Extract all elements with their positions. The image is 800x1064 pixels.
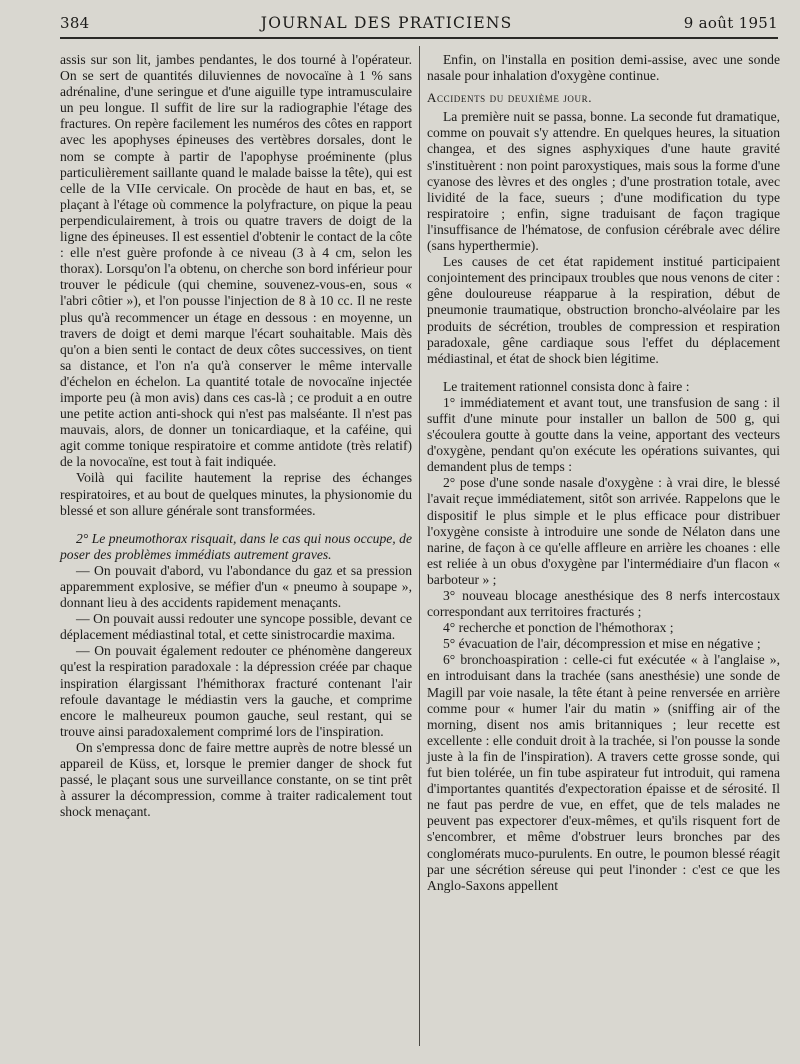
issue-date: 9 août 1951	[683, 14, 778, 32]
paragraph: Voilà qui facilite hautement la reprise des échanges respiratoires, et au bout de quelques minutes, la physionomie du blessé et son allure générale sont transformées.	[60, 470, 412, 518]
paragraph: — On pouvait d'abord, vu l'abondance du gaz et sa pression apparemment explosive, se méfier d'un « pneumo à soupape », donnant lieu à des accidents rapidement menaçants.	[60, 562, 412, 611]
paragraph: — On pouvait également redouter ce phénomène dangereux qu'est la respiration paradoxale : la dépression créée par chaque inspiration élargissant l'hémithorax fracturé contenant l'air refoule davantage le médiastin vers la gauche, et comprime encore le malheureux poumon gauche, seul restant, qui se trouve ainsi paradoxalement comprimé lors de l'inspiration.	[60, 643, 412, 739]
journal-title: JOURNAL DES PRATICIENS	[260, 14, 513, 32]
list-item: 4° recherche et ponction de l'hémothorax ;	[443, 620, 674, 636]
list-item: 3° nouveau blocage anesthésique des 8 nerfs intercostaux correspondant aux territoires fracturés ;	[427, 588, 780, 620]
paragraph: Enfin, on l'installa en position demi-assise, avec une sonde nasale pour inhalation d'oxygène continue.	[427, 52, 780, 84]
paragraph: Le traitement rationnel consista donc à faire :	[443, 378, 690, 394]
paragraph: assis sur son lit, jambes pendantes, le dos tourné à l'opérateur. On se sert de quantités diluviennes de novocaïne à 1 % sans adrénaline, d'une seringue et d'une aiguille type intramusculaire un peu longue. Il suffit de lire sur la radiographie l'étage des fractures. On repère facilement les numéros des côtes en rapport avec les apophyses épineuses des vertèbres dorsales, dont le nom se compte à partir de l'apophyse proéminente (plus particulièrement saillante quand le malade baisse la tête), qui est celle de la VIIe cervicale. On procède de haut en bas, et, se plaçant à l'étage où commence la polyfracture, on pique la peau perpendiculairement, à trois ou quatre travers de doigt de la ligne des épineuses. Il est essentiel d'obtenir le contact de la côte : elle n'est guère profonde à ce niveau (3 à 4 cm, selon les thorax). Lorsqu'on l'a obtenu, on cherche son bord inférieur pour trouver le pédicule (qui chemine, souvenez-vous-en, sous « l'abri côtier »), et l'on pousse l'injection de 8 à 10 cc. Il ne reste plus qu'à recommencer un étage en dessous : en moyenne, un travers de doigt et demi marque l'écart souhaitable. Mais dès qu'on a bien senti le contact de deux côtes successives, on tient sa distance, et l'on n'a qu'à conserver le même intervalle d'échelon en échelon. La quantité totale de novocaïne injectée importe peu (à mon avis) dans ces cas-là ; ce produit a en outre une petite action anti-shock qui n'est pas malséante. Il n'est pas mauvais, alors, de donner un tonicardiaque, et la caféine, qui agit comme tonique respiratoire et comme antidote (très relatif) de la novocaïne, est tout à fait indiquée.	[60, 52, 412, 470]
list-item: 6° bronchoaspiration : celle-ci fut exécutée « à l'anglaise », en introduisant dans la trachée (sans anesthésie) une sonde de Magill par voie nasale, la tête étant à peine renversée en arrière comme pour « humer l'air du matin » (sniffing air of the morning, disent nos amis britanniques ; leur recette est excellente : elle conduit droit à la trachée, si l'on pousse la sonde juste à la fin de l'inspiration). A travers cette grosse sonde, qui fut bien tolérée, un fin tube aspirateur fut introduit, qui ramena d'importantes quantités d'expectoration épaisse et de sérosité. Il ne faut pas perdre de vue, en effet, que de tels malades ne peuvent pas expectorer d'eux-mêmes, et qu'ils risquent fort de s'encombrer, et même d'obstruer leurs bronches par des conglomérats muco-purulents. En outre, le poumon blessé réagit par une sécrétion séreuse qui peut l'inonder : c'est ce que les Anglo-Saxons appellent	[427, 652, 780, 893]
paragraph: — On pouvait aussi redouter une syncope possible, devant ce déplacement médiastinal total, et cette sinistrocardie maxima.	[60, 611, 412, 643]
page-number: 384	[60, 14, 90, 32]
paragraph: 2° Le pneumothorax risquait, dans le cas qui nous occupe, de poser des problèmes immédiats autrement graves.	[60, 530, 412, 562]
list-item: 1° immédiatement et avant tout, une transfusion de sang : il suffit d'une minute pour installer un ballon de 500 g, qui s'écoulera goutte à goutte dans la veine, apportant des vecteurs d'oxygène, pendant qu'on exécute les opérations suivantes, qui demandent plus de temps :	[427, 394, 780, 475]
header-rule	[60, 37, 778, 39]
paragraph: On s'empressa donc de faire mettre auprès de notre blessé un appareil de Küss, et, lorsque le premier danger de shock fut passé, le plaçant sous une surveillance constante, on se tint prêt à assurer la décompression, comme à traiter radicalement tout shock menaçant.	[60, 739, 412, 820]
column-divider	[419, 46, 420, 1046]
section-heading: Accidents du deuxième jour.	[427, 90, 593, 106]
right-column	[427, 52, 780, 894]
paragraph: Les causes de cet état rapidement institué participaient conjointement des principaux troubles que nous venons de citer : gêne douloureuse réapparue à la respiration, début de pneumonie traumatique, obstruction broncho-alvéolaire par les produits de sécrétion, troubles de compression et respiration paradoxale, gêne cardiaque sous l'effet du déplacement médiastinal, et état de shock bien légitime.	[427, 254, 780, 366]
running-header	[60, 14, 778, 36]
paragraph: La première nuit se passa, bonne. La seconde fut dramatique, comme on pouvait s'y attendre. En quelques heures, la situation changea, et des signes asphyxiques d'une haute gravité s'instituèrent : non point paroxystiques, mais sous la forme d'une cyanose des lèvres et des ongles ; d'une prostration totale, avec lividité de la face, sueurs ; d'une modification du type respiratoire ; enfin, signe traduisant de façon tragique l'insuffisance de l'hématose, de confusion cérébrale avec délire (sans hyperthermie).	[427, 109, 780, 254]
left-column	[60, 52, 412, 820]
list-item: 2° pose d'une sonde nasale d'oxygène : à vrai dire, le blessé l'avait reçue immédiatement, sitôt son arrivée. Rappelons que le dispositif le plus simple et le plus efficace pour distribuer l'oxygène consiste à introduire une sonde de Nélaton dans une narine, de façon à ce qu'elle affleure en arrière les choanes : elle est reliée à un obus d'oxygène par l'intermédiaire d'un flacon « barboteur » ;	[427, 475, 780, 587]
list-item: 5° évacuation de l'air, décompression et mise en négative ;	[443, 636, 761, 652]
